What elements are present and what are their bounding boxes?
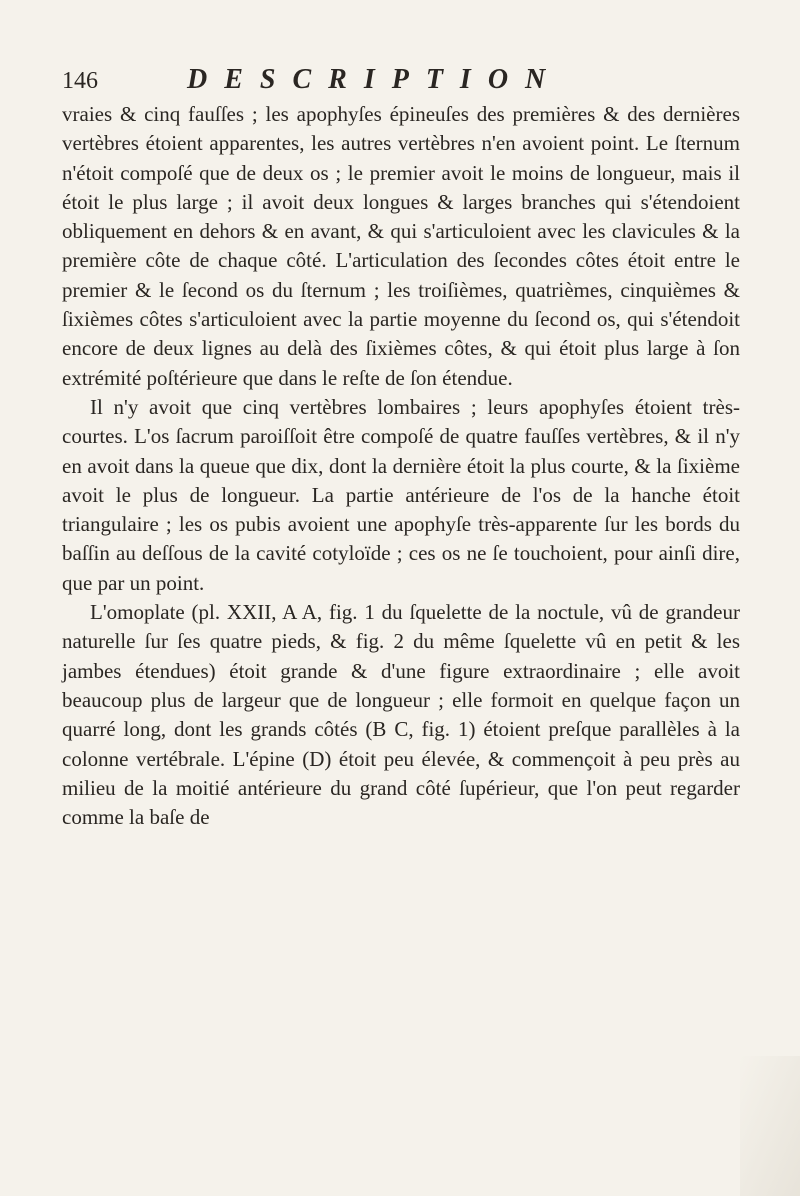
- page-number: 146: [62, 68, 98, 94]
- body-text: [62, 100, 740, 832]
- running-title: DESCRIPTION: [187, 64, 563, 95]
- paper-stain: [740, 1056, 800, 1196]
- paragraph: L'omoplate (pl. XXII, A A, fig. 1 du ſquelette de la noctule, vû de grandeur naturelle ſur ſes quatre pieds, & fig. 2 du même ſquelette vû en petit & les jambes étendues) étoit grande & d'une figure extraordinaire ; elle avoit beaucoup plus de largeur que de longueur ; elle formoit en quelque façon un quarré long, dont les grands côtés (B C, fig. 1) étoient preſque parallèles à la colonne vertébrale. L'épine (D) étoit peu élevée, & commençoit à peu près au milieu de la moitié antérieure du grand côté ſupérieur, que l'on peut regarder comme la baſe de: [62, 600, 740, 830]
- page-header: [62, 64, 742, 104]
- paragraph: Il n'y avoit que cinq vertèbres lombaires ; leurs apophyſes étoient très-courtes. L'os ſacrum paroiſſoit être compoſé de quatre fauſſes vertèbres, & il n'y en avoit dans la queue que dix, dont la dernière étoit la plus courte, & la ſixième avoit le plus de longueur. La partie antérieure de l'os de la hanche étoit triangulaire ; les os pubis avoient une apophyſe très-apparente ſur les bords du baſſin au deſſous de la cavité cotyloïde ; ces os ne ſe touchoient, pour ainſi dire, que par un point.: [62, 394, 740, 595]
- paragraph: vraies & cinq fauſſes ; les apophyſes épineuſes des premières & des dernières vertèbres étoient apparentes, les autres vertèbres n'en avoient point. Le ſternum n'étoit compoſé que de deux os ; le premier avoit le moins de longueur, mais il étoit le plus large ; il avoit deux longues & larges branches qui s'étendoient obliquement en dehors & en avant, & qui s'articuloient avec les clavicules & la première côte de chaque côté. L'articulation des ſecondes côtes étoit entre le premier & le ſecond os du ſternum ; les troiſièmes, quatrièmes, cinquièmes & ſixièmes côtes s'articuloient avec la partie moyenne du ſecond os, qui s'étendoit encore de deux lignes au delà des ſixièmes côtes, & qui étoit plus large à ſon extrémité poſtérieure que dans le reſte de ſon étendue.: [62, 102, 740, 390]
